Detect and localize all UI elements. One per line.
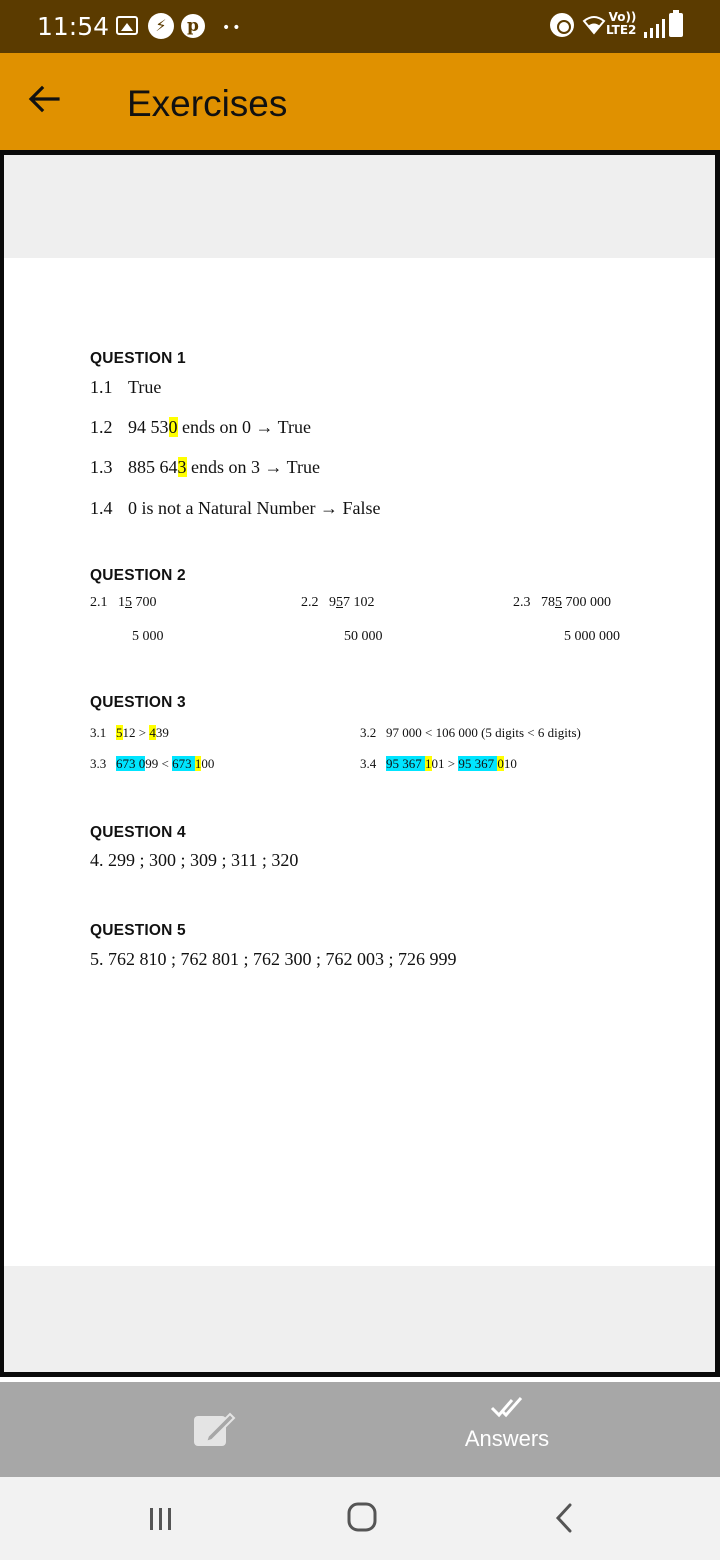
page-title: Exercises: [127, 83, 288, 124]
answer-3-4: 3.4 95 367 101 > 95 367 010: [360, 756, 517, 771]
volte-line1: Vo)): [608, 10, 637, 24]
signal-icon: [644, 18, 665, 38]
answer-3-1: 3.1 512 > 439: [90, 725, 169, 740]
viewer-background: [4, 155, 715, 1372]
answer-1-2: 1.2 94 530 ends on 0 → True: [90, 417, 312, 437]
answer-2-1: 2.1 15 700: [90, 595, 157, 610]
question-1-heading: QUESTION 1: [90, 350, 186, 367]
more-dots-icon: ••: [222, 20, 243, 36]
question-2-heading: QUESTION 2: [90, 567, 186, 584]
highlight: 0: [168, 417, 178, 437]
answer-2-2: 2.2 957 102: [301, 595, 375, 610]
pdf-page: [4, 258, 715, 1266]
document-viewer[interactable]: [0, 150, 720, 1377]
home-icon[interactable]: [346, 1501, 378, 1533]
recent-apps-icon[interactable]: [145, 1505, 177, 1533]
question-3-heading: QUESTION 3: [90, 694, 186, 711]
double-check-icon: [490, 1394, 524, 1420]
volte-indicator: [606, 11, 636, 37]
status-time: 11:54: [37, 12, 110, 41]
alarm-icon: [550, 13, 574, 37]
messenger-icon: ⚡: [148, 13, 174, 39]
highlight: 3: [177, 457, 187, 477]
answer-2-1-value: 5 000: [132, 629, 164, 644]
question-4-heading: QUESTION 4: [90, 824, 186, 841]
battery-icon: [669, 13, 683, 37]
status-bar: [0, 0, 720, 53]
gallery-icon: [116, 16, 138, 35]
arrow-left-icon[interactable]: [22, 77, 66, 121]
answer-3-3: 3.3 673 099 < 673 100: [90, 756, 215, 771]
answer-1-1: 1.1 True: [90, 377, 162, 397]
answers-button[interactable]: [440, 1394, 574, 1472]
answer-1-3: 1.3 885 643 ends on 3 → True: [90, 457, 321, 477]
app-bar: [0, 53, 720, 150]
answer-5: 5. 762 810 ; 762 801 ; 762 300 ; 762 003 ; 726 999: [90, 949, 457, 969]
answer-2-3: 2.3 785 700 000: [513, 595, 611, 610]
edit-note-icon[interactable]: [186, 1406, 238, 1456]
question-5-heading: QUESTION 5: [90, 922, 186, 939]
answer-2-3-value: 5 000 000: [564, 629, 620, 644]
answer-4: 4. 299 ; 300 ; 309 ; 311 ; 320: [90, 850, 299, 870]
volte-line2: LTE2: [606, 23, 637, 37]
answer-2-2-value: 50 000: [344, 629, 383, 644]
system-nav-bar: [0, 1477, 720, 1560]
answer-3-2: 3.2 97 000 < 106 000 (5 digits < 6 digits): [360, 725, 581, 740]
answers-label: Answers: [464, 1426, 550, 1451]
back-icon[interactable]: [550, 1501, 578, 1535]
answer-1-4: 1.4 0 is not a Natural Number → False: [90, 498, 381, 518]
pinterest-icon: p: [181, 14, 205, 38]
wifi-icon: [582, 15, 606, 39]
bottom-action-bar: [0, 1382, 720, 1477]
